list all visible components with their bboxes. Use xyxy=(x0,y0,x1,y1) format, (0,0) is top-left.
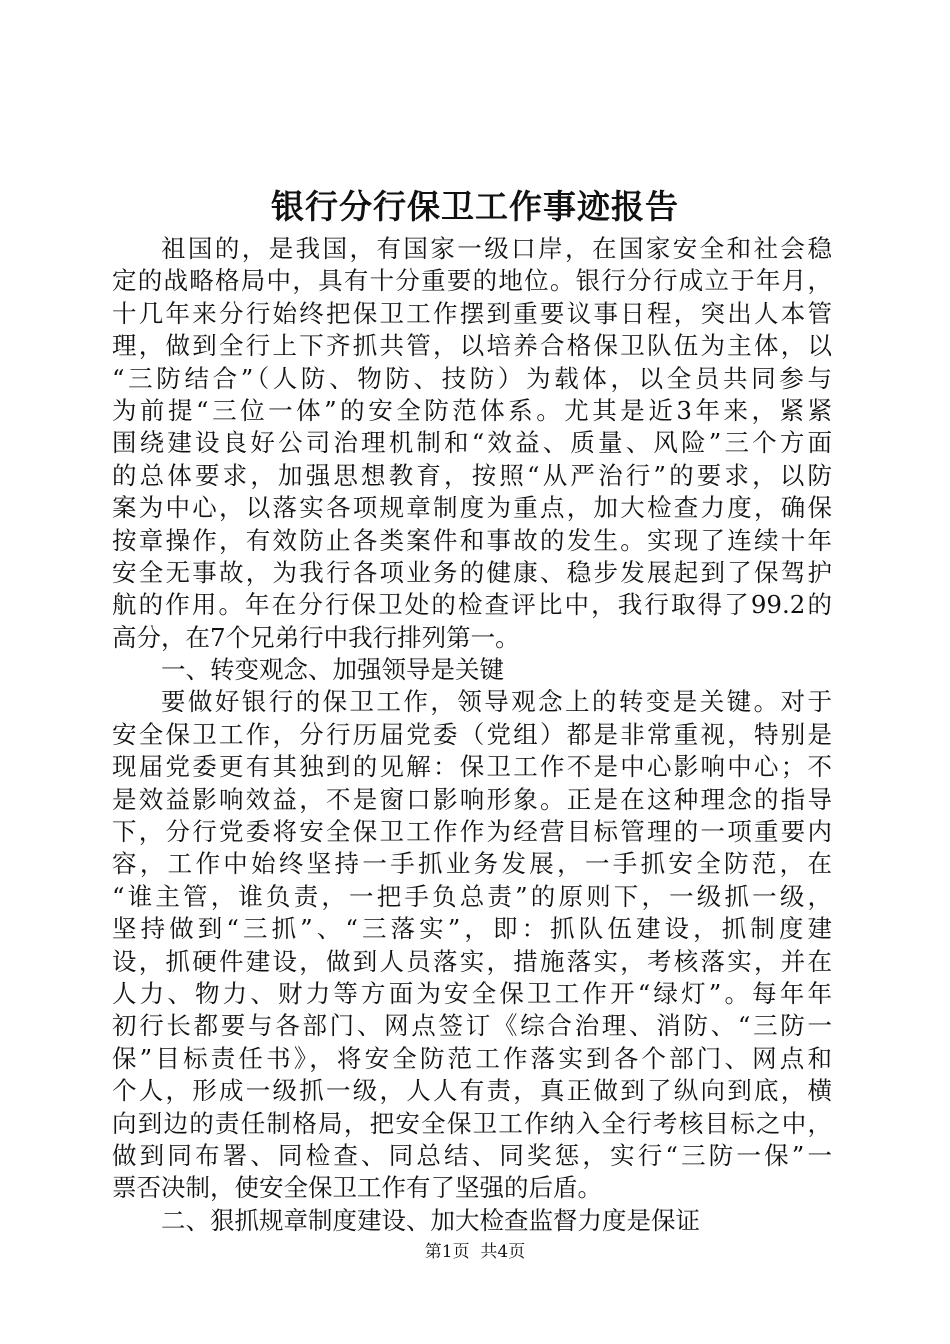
paragraph-line: 向到边的责任制格局，把安全保卫工作纳入全行考核目标之中， xyxy=(112,1108,832,1138)
paragraph-line: 的总体要求，加强思想教育，按照“从严治行”的要求，以防 xyxy=(112,460,832,490)
paragraph-line: 坚持做到“三抓”、“三落实”，即：抓队伍建设，抓制度建 xyxy=(112,914,832,944)
paragraph-line: 安全保卫工作，分行历届党委（党组）都是非常重视，特别是 xyxy=(112,719,832,749)
paragraph-line: 个人，形成一级抓一级，人人有责，真正做到了纵向到底，横 xyxy=(112,1076,832,1106)
paragraph-line: 理，做到全行上下齐抓共管，以培养合格保卫队伍为主体，以 xyxy=(112,331,832,361)
paragraph-line: “三防结合”（人防、物防、技防）为载体，以全员共同参与 xyxy=(112,363,832,393)
paragraph-line: 祖国的，是我国，有国家一级口岸，在国家安全和社会稳 xyxy=(161,234,832,263)
paragraph-line: 高分，在7个兄弟行中我行排列第一。 xyxy=(112,622,520,652)
paragraph-line: 票否决制，使安全保卫工作有了坚强的后盾。 xyxy=(112,1173,602,1203)
paragraph-line: 初行长都要与各部门、网点签订《综合治理、消防、“三防一 xyxy=(112,1011,832,1041)
paragraph-line: 案为中心，以落实各项规章制度为重点，加大检查力度，确保 xyxy=(112,493,832,523)
paragraph-line: “谁主管，谁负责，一把手负总责”的原则下，一级抓一级， xyxy=(112,881,832,911)
paragraph-line: 保”目标责任书》，将安全防范工作落实到各个部门、网点和 xyxy=(112,1043,832,1073)
paragraph-line: 定的战略格局中，具有十分重要的地位。银行分行成立于年月， xyxy=(112,266,832,296)
document-title: 银行分行保卫工作事迹报告 xyxy=(271,187,679,226)
paragraph-line: 安全无事故，为我行各项业务的健康、稳步发展起到了保驾护 xyxy=(112,557,832,587)
paragraph-line: 设，抓硬件建设，做到人员落实，措施落实，考核落实，并在 xyxy=(112,946,832,976)
paragraph-line: 围绕建设良好公司治理机制和“效益、质量、风险”三个方面 xyxy=(112,428,832,458)
section-heading: 一、转变观念、加强领导是关键 xyxy=(161,655,504,685)
document-body xyxy=(112,233,832,1237)
paragraph-line: 是效益影响效益，不是窗口影响形象。正是在这种理念的指导 xyxy=(112,784,832,814)
paragraph-line: 人力、物力、财力等方面为安全保卫工作开“绿灯”。每年年 xyxy=(112,978,832,1008)
page-footer xyxy=(0,1240,950,1264)
paragraph-line: 下，分行党委将安全保卫工作作为经营目标管理的一项重要内 xyxy=(112,817,832,847)
paragraph-line: 做到同布署、同检查、同总结、同奖惩，实行“三防一保”一 xyxy=(112,1140,832,1170)
paragraph-line: 为前提“三位一体”的安全防范体系。尤其是近3年来，紧紧 xyxy=(112,395,832,425)
paragraph-line: 十几年来分行始终把保卫工作摆到重要议事日程，突出人本管 xyxy=(112,298,832,328)
paragraph-line: 按章操作，有效防止各类案件和事故的发生。实现了连续十年 xyxy=(112,525,832,555)
paragraph-line: 现届党委更有其独到的见解：保卫工作不是中心影响中心；不 xyxy=(112,752,832,782)
page-number: 第1页 共4页 xyxy=(424,1242,526,1262)
paragraph-line: 要做好银行的保卫工作，领导观念上的转变是关键。对于 xyxy=(161,687,832,717)
paragraph-line: 容，工作中始终坚持一手抓业务发展，一手抓安全防范，在 xyxy=(112,849,832,879)
paragraph-line: 航的作用。年在分行保卫处的检查评比中，我行取得了99.2的 xyxy=(112,590,832,620)
section-heading: 二、狠抓规章制度建设、加大检查监督力度是保证 xyxy=(161,1205,700,1235)
